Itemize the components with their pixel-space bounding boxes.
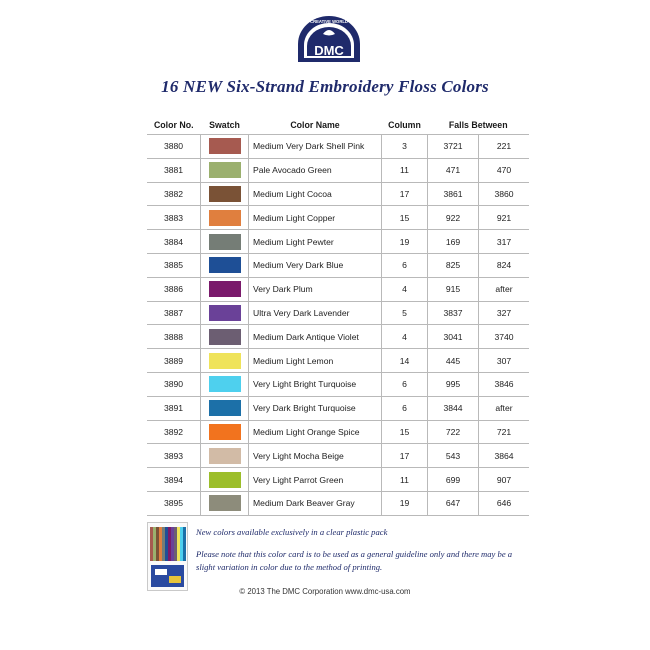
falls-between-first: 471 bbox=[428, 158, 479, 182]
color-swatch bbox=[201, 468, 249, 492]
falls-between-first: 3721 bbox=[428, 135, 479, 159]
falls-between-second: 721 bbox=[479, 420, 530, 444]
color-name: Medium Dark Antique Violet bbox=[249, 325, 382, 349]
color-swatch bbox=[201, 372, 249, 396]
color-name: Very Light Mocha Beige bbox=[249, 444, 382, 468]
header-column: Column bbox=[388, 119, 421, 130]
swatch-color-block bbox=[209, 234, 241, 250]
color-swatch bbox=[201, 396, 249, 420]
color-number: 3884 bbox=[147, 230, 201, 254]
pack-floss-strip bbox=[180, 527, 183, 561]
dmc-logo bbox=[296, 14, 362, 64]
column-number: 4 bbox=[382, 277, 428, 301]
color-number: 3889 bbox=[147, 349, 201, 373]
pack-floss-strip bbox=[168, 527, 171, 561]
color-number: 3895 bbox=[147, 491, 201, 515]
falls-between-first: 543 bbox=[428, 444, 479, 468]
color-number: 3886 bbox=[147, 277, 201, 301]
color-name: Medium Light Orange Spice bbox=[249, 420, 382, 444]
header-color-no: Color No. bbox=[153, 119, 194, 130]
column-number: 3 bbox=[382, 135, 428, 159]
swatch-color-block bbox=[209, 305, 241, 321]
table-row bbox=[147, 444, 529, 468]
color-name: Very Dark Bright Turquoise bbox=[249, 396, 382, 420]
page-title: 16 NEW Six-Strand Embroidery Floss Colors bbox=[161, 77, 489, 96]
color-name: Pale Avocado Green bbox=[249, 158, 382, 182]
swatch-color-block bbox=[209, 329, 241, 345]
color-name: Very Dark Plum bbox=[249, 277, 382, 301]
column-number: 11 bbox=[382, 158, 428, 182]
pack-floss-strip bbox=[165, 527, 168, 561]
falls-between-first: 922 bbox=[428, 206, 479, 230]
color-name: Medium Light Pewter bbox=[249, 230, 382, 254]
falls-between-second: after bbox=[479, 277, 530, 301]
color-name: Medium Dark Beaver Gray bbox=[249, 491, 382, 515]
color-name: Very Light Bright Turquoise bbox=[249, 372, 382, 396]
footer-copyright: © 2013 The DMC Corporation www.dmc-usa.com bbox=[239, 587, 411, 596]
color-swatch bbox=[201, 230, 249, 254]
color-swatch bbox=[201, 325, 249, 349]
falls-between-second: 327 bbox=[479, 301, 530, 325]
falls-between-second: 907 bbox=[479, 468, 530, 492]
swatch-color-block bbox=[209, 257, 241, 273]
falls-between-second: after bbox=[479, 396, 530, 420]
table-row bbox=[147, 230, 529, 254]
color-name: Very Light Parrot Green bbox=[249, 468, 382, 492]
column-number: 14 bbox=[382, 349, 428, 373]
column-number: 6 bbox=[382, 372, 428, 396]
swatch-color-block bbox=[209, 448, 241, 464]
table-row bbox=[147, 135, 529, 159]
color-swatch bbox=[201, 135, 249, 159]
pack-note: New colors available exclusively in a clear plastic pack bbox=[196, 527, 388, 537]
color-number: 3880 bbox=[147, 135, 201, 159]
falls-between-second: 3846 bbox=[479, 372, 530, 396]
color-number: 3890 bbox=[147, 372, 201, 396]
color-swatch bbox=[201, 420, 249, 444]
column-number: 4 bbox=[382, 325, 428, 349]
swatch-color-block bbox=[209, 210, 241, 226]
color-name: Medium Very Dark Shell Pink bbox=[249, 135, 382, 159]
color-number: 3882 bbox=[147, 182, 201, 206]
swatch-color-block bbox=[209, 186, 241, 202]
pack-floss-strip bbox=[171, 527, 174, 561]
falls-between-second: 3864 bbox=[479, 444, 530, 468]
table-row bbox=[147, 468, 529, 492]
column-number: 19 bbox=[382, 230, 428, 254]
falls-between-first: 995 bbox=[428, 372, 479, 396]
color-swatch bbox=[201, 444, 249, 468]
color-number: 3888 bbox=[147, 325, 201, 349]
color-swatch bbox=[201, 182, 249, 206]
table-row bbox=[147, 182, 529, 206]
falls-between-first: 699 bbox=[428, 468, 479, 492]
table-row bbox=[147, 372, 529, 396]
falls-between-first: 3837 bbox=[428, 301, 479, 325]
column-number: 5 bbox=[382, 301, 428, 325]
falls-between-second: 921 bbox=[479, 206, 530, 230]
color-name: Medium Very Dark Blue bbox=[249, 253, 382, 277]
table-row bbox=[147, 325, 529, 349]
falls-between-first: 169 bbox=[428, 230, 479, 254]
color-swatch bbox=[201, 277, 249, 301]
falls-between-first: 647 bbox=[428, 491, 479, 515]
table-row bbox=[147, 206, 529, 230]
floss-pack-image bbox=[147, 522, 188, 591]
table-row bbox=[147, 396, 529, 420]
color-swatch bbox=[201, 301, 249, 325]
falls-between-second: 307 bbox=[479, 349, 530, 373]
color-number: 3894 bbox=[147, 468, 201, 492]
color-name: Medium Light Copper bbox=[249, 206, 382, 230]
column-number: 15 bbox=[382, 420, 428, 444]
color-number: 3881 bbox=[147, 158, 201, 182]
swatch-color-block bbox=[209, 400, 241, 416]
column-number: 15 bbox=[382, 206, 428, 230]
pack-floss-strip bbox=[156, 527, 159, 561]
header-color-name: Color Name bbox=[290, 119, 340, 130]
pack-floss-strip bbox=[153, 527, 156, 561]
swatch-color-block bbox=[209, 424, 241, 440]
falls-between-first: 3041 bbox=[428, 325, 479, 349]
color-number: 3891 bbox=[147, 396, 201, 420]
color-name: Medium Light Lemon bbox=[249, 349, 382, 373]
color-swatch bbox=[201, 253, 249, 277]
swatch-color-block bbox=[209, 495, 241, 511]
swatch-color-block bbox=[209, 376, 241, 392]
pack-floss-strip bbox=[183, 527, 186, 561]
color-swatch bbox=[201, 158, 249, 182]
table-row bbox=[147, 301, 529, 325]
color-number: 3885 bbox=[147, 253, 201, 277]
column-number: 17 bbox=[382, 182, 428, 206]
pack-floss-strip bbox=[150, 527, 153, 561]
column-number: 6 bbox=[382, 396, 428, 420]
table-row bbox=[147, 158, 529, 182]
swatch-color-block bbox=[209, 281, 241, 297]
color-swatch bbox=[201, 206, 249, 230]
table-header-row bbox=[147, 115, 529, 135]
falls-between-second: 3860 bbox=[479, 182, 530, 206]
color-number: 3883 bbox=[147, 206, 201, 230]
falls-between-second: 824 bbox=[479, 253, 530, 277]
color-swatch bbox=[201, 349, 249, 373]
falls-between-second: 470 bbox=[479, 158, 530, 182]
color-number: 3892 bbox=[147, 420, 201, 444]
column-number: 11 bbox=[382, 468, 428, 492]
swatch-color-block bbox=[209, 138, 241, 154]
falls-between-first: 3844 bbox=[428, 396, 479, 420]
falls-between-second: 317 bbox=[479, 230, 530, 254]
color-swatch bbox=[201, 491, 249, 515]
swatch-color-block bbox=[209, 353, 241, 369]
logo-tagline: CREATIVE WORLD bbox=[310, 19, 348, 24]
table-row bbox=[147, 491, 529, 515]
falls-between-first: 3861 bbox=[428, 182, 479, 206]
header-swatch: Swatch bbox=[209, 119, 240, 130]
floss-color-table bbox=[147, 115, 529, 516]
header-falls-between: Falls Between bbox=[448, 119, 508, 130]
table-row bbox=[147, 420, 529, 444]
falls-between-second: 3740 bbox=[479, 325, 530, 349]
falls-between-second: 221 bbox=[479, 135, 530, 159]
table-row bbox=[147, 277, 529, 301]
pack-floss-strip bbox=[174, 527, 177, 561]
pack-floss-strip bbox=[159, 527, 162, 561]
falls-between-first: 722 bbox=[428, 420, 479, 444]
table-row bbox=[147, 349, 529, 373]
pack-floss-strip bbox=[162, 527, 165, 561]
logo-brand: DMC bbox=[314, 43, 344, 58]
pack-floss-strip bbox=[177, 527, 180, 561]
swatch-color-block bbox=[209, 162, 241, 178]
disclaimer-note: Please note that this color card is to be used as a general guideline only and there may be a slight variation in color due to the method of printing. bbox=[196, 549, 513, 572]
falls-between-first: 915 bbox=[428, 277, 479, 301]
color-number: 3887 bbox=[147, 301, 201, 325]
table-row bbox=[147, 253, 529, 277]
column-number: 19 bbox=[382, 491, 428, 515]
color-name: Ultra Very Dark Lavender bbox=[249, 301, 382, 325]
pack-label bbox=[151, 565, 184, 587]
falls-between-first: 825 bbox=[428, 253, 479, 277]
column-number: 17 bbox=[382, 444, 428, 468]
color-name: Medium Light Cocoa bbox=[249, 182, 382, 206]
color-number: 3893 bbox=[147, 444, 201, 468]
falls-between-first: 445 bbox=[428, 349, 479, 373]
falls-between-second: 646 bbox=[479, 491, 530, 515]
swatch-color-block bbox=[209, 472, 241, 488]
column-number: 6 bbox=[382, 253, 428, 277]
